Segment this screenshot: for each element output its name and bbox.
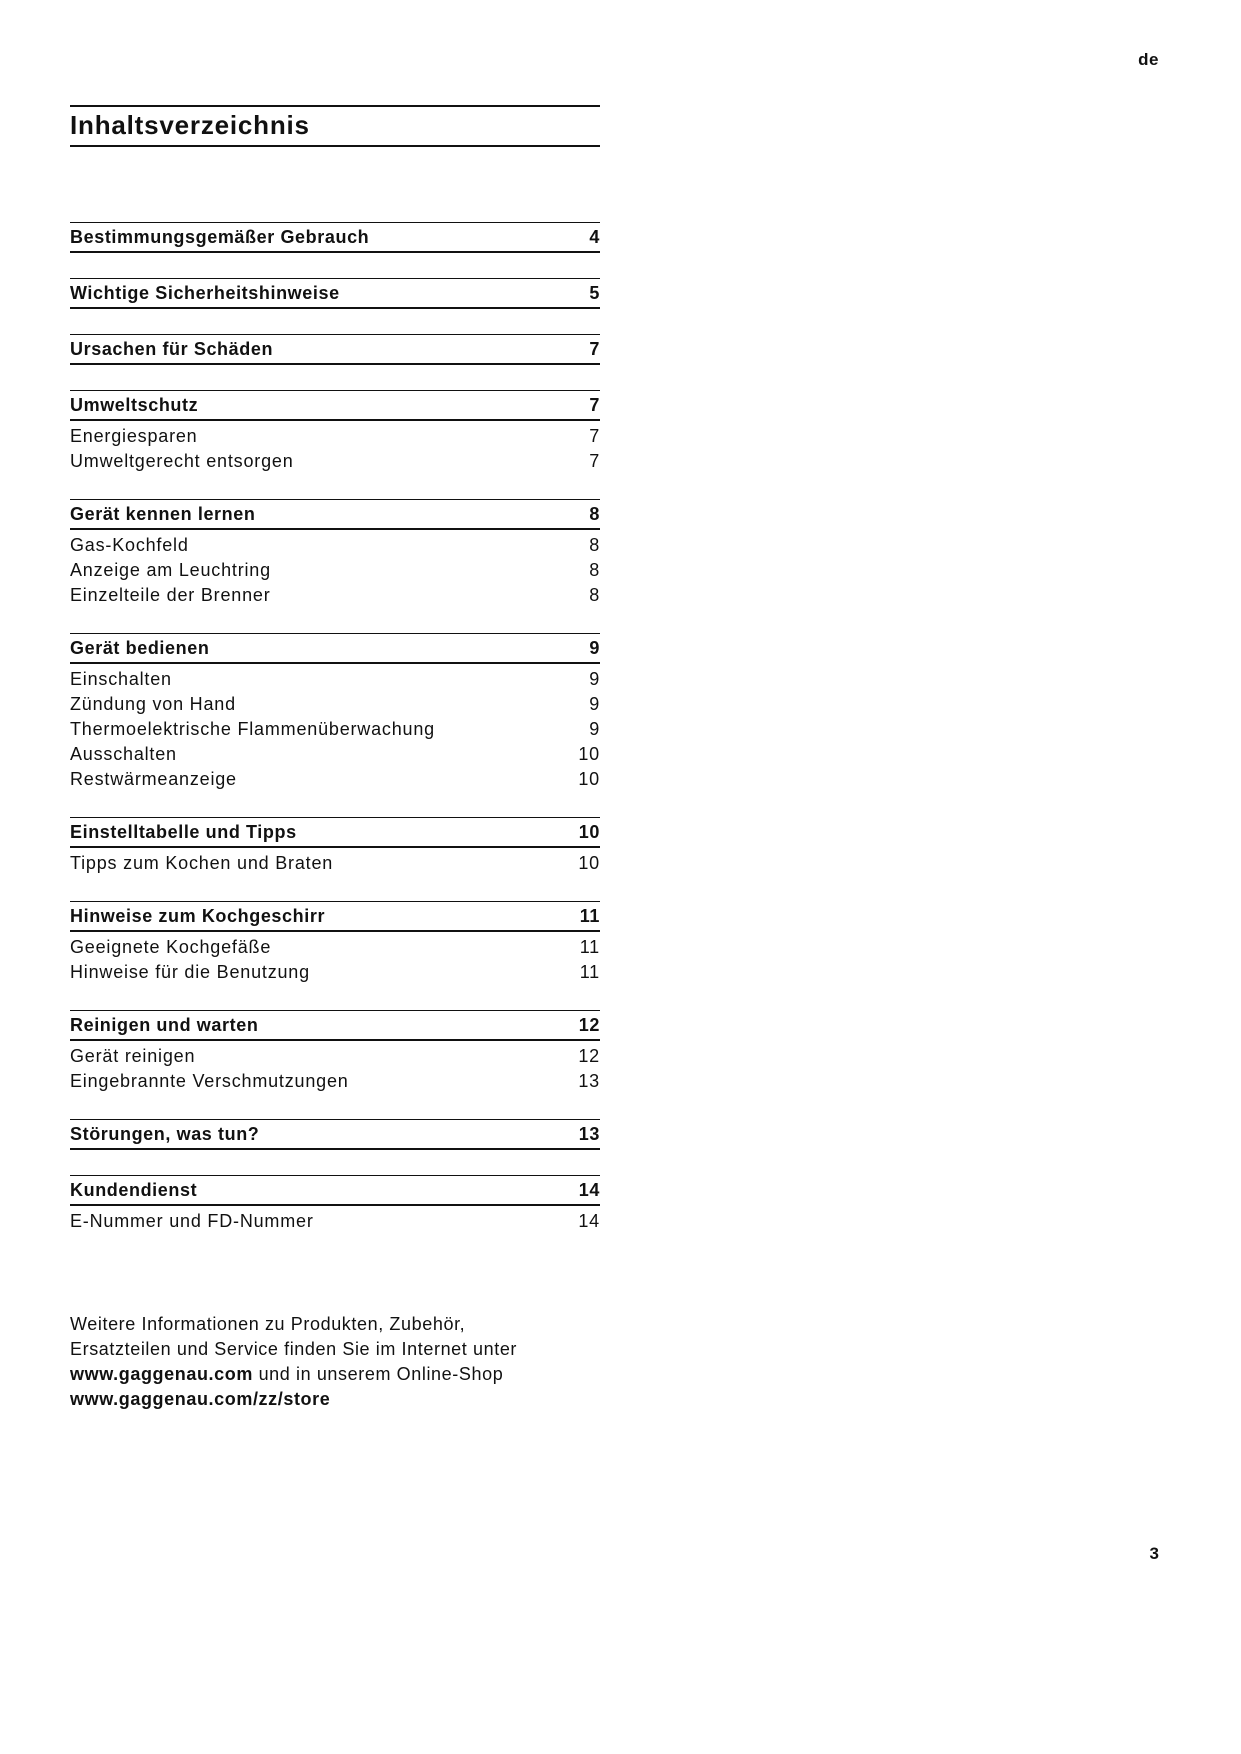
toc-entry[interactable] (70, 717, 600, 742)
toc-entry-title: Tipps zum Kochen und Braten (70, 853, 334, 873)
toc-section-page: 8 (589, 503, 600, 524)
toc-entry[interactable] (70, 960, 600, 985)
toc-section-page: 7 (589, 338, 600, 359)
table-of-contents (70, 222, 600, 1259)
toc-section-title: Bestimmungsgemäßer Gebrauch (70, 226, 370, 247)
toc-entry-title: Thermoelektrische Flammenüberwachung (70, 719, 435, 739)
toc-section-title: Gerät kennen lernen (70, 503, 256, 524)
toc-section (70, 1175, 600, 1234)
toc-section-page: 7 (589, 394, 600, 415)
website-link[interactable]: www.gaggenau.com (70, 1364, 253, 1384)
toc-entry[interactable] (70, 851, 600, 876)
toc-section-title: Reinigen und warten (70, 1014, 259, 1035)
toc-entry-title: Anzeige am Leuchtring (70, 560, 271, 580)
toc-entry-list (70, 848, 600, 876)
toc-section-page: 5 (589, 282, 600, 303)
toc-entry-page: 7 (589, 451, 600, 471)
page-title: Inhaltsverzeichnis (70, 110, 310, 140)
toc-entry[interactable] (70, 558, 600, 583)
toc-section (70, 499, 600, 608)
toc-entry-list (70, 421, 600, 474)
page-number: 3 (1149, 1544, 1159, 1563)
toc-section-page: 12 (578, 1014, 600, 1035)
toc-section-page: 9 (589, 637, 600, 658)
toc-section (70, 278, 600, 309)
toc-section (70, 334, 600, 365)
toc-entry[interactable] (70, 1209, 600, 1234)
toc-section-heading[interactable] (70, 499, 600, 530)
toc-entry-page: 8 (589, 535, 600, 555)
toc-entry[interactable] (70, 449, 600, 474)
toc-section-title: Gerät bedienen (70, 637, 210, 658)
toc-entry-page: 14 (578, 1211, 600, 1231)
toc-entry-title: Gas-Kochfeld (70, 535, 189, 555)
toc-section-heading[interactable] (70, 1010, 600, 1041)
language-label: de (1138, 50, 1159, 69)
toc-entry[interactable] (70, 742, 600, 767)
toc-entry[interactable] (70, 767, 600, 792)
toc-section-heading[interactable] (70, 633, 600, 664)
toc-section-title: Einstelltabelle und Tipps (70, 821, 297, 842)
toc-section-heading[interactable] (70, 222, 600, 253)
toc-entry-page: 9 (589, 719, 600, 739)
footer-note-line3 (70, 1362, 630, 1387)
footer-note (70, 1312, 630, 1412)
toc-entry[interactable] (70, 1044, 600, 1069)
toc-entry[interactable] (70, 935, 600, 960)
toc-entry-title: Zündung von Hand (70, 694, 236, 714)
toc-entry[interactable] (70, 1069, 600, 1094)
toc-entry-page: 7 (589, 426, 600, 446)
toc-entry-page: 12 (578, 1046, 600, 1066)
toc-section (70, 901, 600, 985)
toc-section-title: Störungen, was tun? (70, 1123, 260, 1144)
page-title-block (70, 105, 600, 147)
toc-entry-title: Geeignete Kochgefäße (70, 937, 272, 957)
toc-section-title: Kundendienst (70, 1179, 198, 1200)
toc-section-title: Wichtige Sicherheitshinweise (70, 282, 340, 303)
toc-section-heading[interactable] (70, 1175, 600, 1206)
toc-entry-title: Gerät reinigen (70, 1046, 196, 1066)
footer-note-line3-text: und in unserem Online-Shop (252, 1364, 504, 1384)
toc-section-heading[interactable] (70, 390, 600, 421)
toc-entry-title: Einschalten (70, 669, 172, 689)
toc-section-page: 13 (578, 1123, 600, 1144)
toc-section-title: Ursachen für Schäden (70, 338, 274, 359)
toc-entry[interactable] (70, 692, 600, 717)
toc-entry[interactable] (70, 533, 600, 558)
toc-entry-title: Restwärmeanzeige (70, 769, 237, 789)
toc-entry-page: 8 (589, 585, 600, 605)
toc-entry-title: Eingebrannte Verschmutzungen (70, 1071, 349, 1091)
toc-entry-title: Ausschalten (70, 744, 177, 764)
toc-entry-page: 10 (578, 769, 600, 789)
toc-entry-title: Umweltgerecht entsorgen (70, 451, 294, 471)
toc-section (70, 222, 600, 253)
toc-section-title: Umweltschutz (70, 394, 199, 415)
toc-section-heading[interactable] (70, 901, 600, 932)
toc-section (70, 633, 600, 792)
toc-entry-list (70, 664, 600, 792)
toc-entry-page: 9 (589, 669, 600, 689)
toc-section-heading[interactable] (70, 278, 600, 309)
toc-entry-page: 10 (578, 853, 600, 873)
toc-entry-page: 9 (589, 694, 600, 714)
toc-entry-list (70, 932, 600, 985)
toc-entry-list (70, 1041, 600, 1094)
toc-section (70, 1119, 600, 1150)
toc-section-title: Hinweise zum Kochgeschirr (70, 905, 326, 926)
toc-entry-list (70, 1206, 600, 1234)
toc-section-page: 11 (579, 905, 600, 926)
toc-section-heading[interactable] (70, 817, 600, 848)
toc-entry-title: E-Nummer und FD-Nummer (70, 1211, 314, 1231)
footer-note-line1: Weitere Informationen zu Produkten, Zubehör, (70, 1314, 466, 1334)
footer-note-line2: Ersatzteilen und Service finden Sie im Internet unter (70, 1339, 518, 1359)
toc-entry-title: Hinweise für die Benutzung (70, 962, 310, 982)
toc-entry[interactable] (70, 424, 600, 449)
online-shop-link[interactable]: www.gaggenau.com/zz/store (70, 1389, 331, 1409)
toc-section (70, 817, 600, 876)
toc-entry-list (70, 530, 600, 608)
toc-section-heading[interactable] (70, 1119, 600, 1150)
toc-entry-page: 8 (589, 560, 600, 580)
toc-entry-page: 11 (579, 937, 600, 957)
toc-entry-title: Energiesparen (70, 426, 198, 446)
toc-entry-page: 11 (579, 962, 600, 982)
toc-section (70, 390, 600, 474)
toc-section-page: 14 (578, 1179, 600, 1200)
toc-entry[interactable] (70, 667, 600, 692)
toc-entry-title: Einzelteile der Brenner (70, 585, 271, 605)
toc-entry-page: 13 (578, 1071, 600, 1091)
toc-entry[interactable] (70, 583, 600, 608)
toc-section (70, 1010, 600, 1094)
toc-section-page: 10 (578, 821, 600, 842)
toc-entry-page: 10 (578, 744, 600, 764)
toc-section-heading[interactable] (70, 334, 600, 365)
toc-section-page: 4 (589, 226, 600, 247)
